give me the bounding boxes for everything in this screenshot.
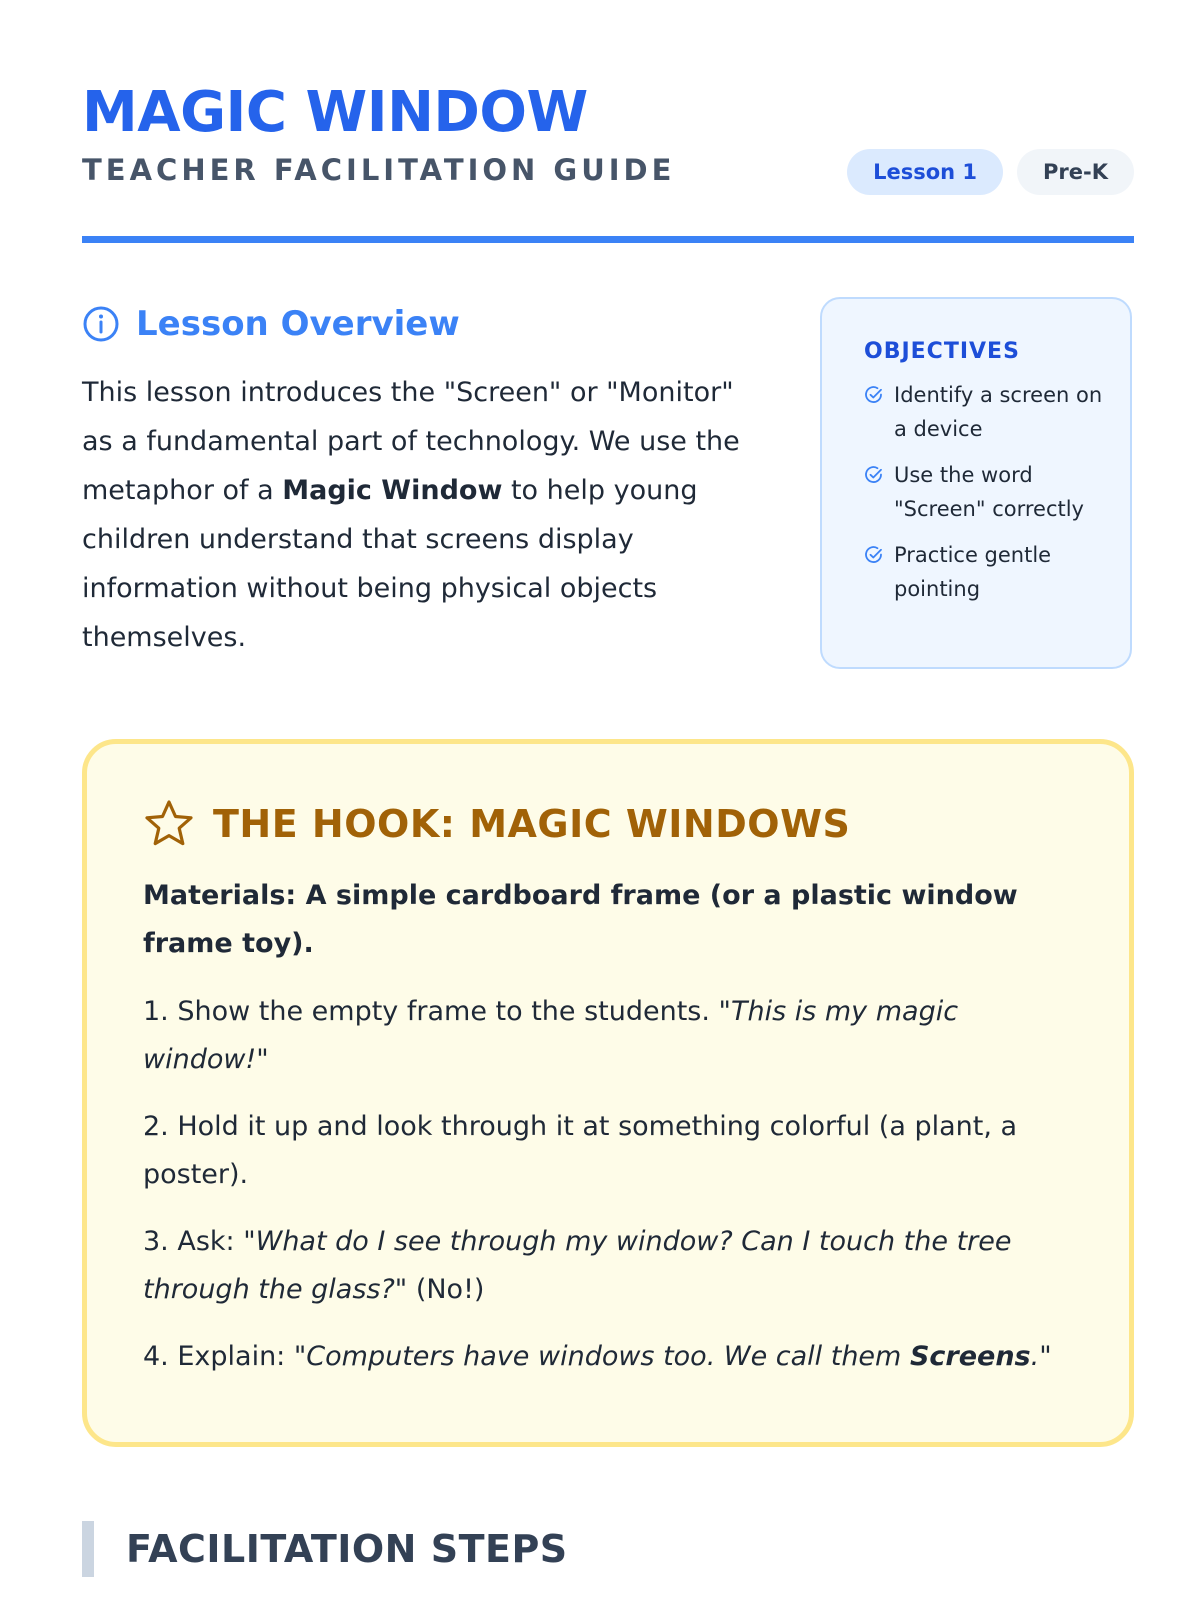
step-text: 4. Explain: [143,1341,294,1372]
badge-group [847,149,1134,195]
hook-step [143,1333,1073,1381]
check-circle-icon [864,545,884,565]
step-text: 3. Ask: [143,1226,244,1257]
star-icon [143,798,195,850]
overview-text [82,368,752,662]
hook-title: THE HOOK: MAGIC WINDOWS [213,802,851,846]
check-circle-icon [864,465,884,485]
objective-text: Use the word "Screen" correctly [894,463,1084,521]
objectives-list [864,378,1104,606]
header-divider [82,236,1134,243]
guide-page [82,0,1134,1571]
header [82,0,1134,244]
hook-steps [143,988,1073,1381]
hook-heading [143,794,1073,854]
step-text: 2. Hold it up and look through it at something colorful (a plant, a poster). [143,1111,1018,1190]
objective-item [864,538,1104,606]
info-icon [82,305,120,343]
lesson-badge: Lesson 1 [847,149,1003,195]
overview-text-start: This lesson introduces the "Screen" or "Monitor" as a fundamental part of technology. We use the metaphor of a [82,377,740,506]
step-quote-start: "Computers have windows too. We call them [293,1341,910,1372]
step-suffix: (No!) [407,1274,485,1305]
hook-step [143,1218,1073,1314]
step-quote: "This is my magic window!" [143,996,959,1075]
objective-text: Identify a screen on a device [894,383,1103,441]
objectives-title: OBJECTIVES [864,339,1020,364]
page-title: MAGIC WINDOW [82,80,588,145]
lesson-overview-section [82,296,752,662]
hook-step [143,988,1073,1084]
overview-title: Lesson Overview [136,304,460,344]
overview-text-end: to help young children understand that screens display information without being physical objects themselves. [82,475,698,653]
objective-item [864,378,1104,446]
facilitation-title: FACILITATION STEPS [126,1527,568,1571]
hook-step [143,1103,1073,1199]
heading-accent-bar [82,1521,94,1577]
facilitation-steps-heading [82,1521,568,1577]
materials-text: Materials: A simple cardboard frame (or a plastic window frame toy). [143,880,1018,959]
objectives-box [820,297,1132,669]
hook-box [82,739,1134,1447]
step-quote-bold: Screens [909,1341,1031,1372]
overview-heading [82,296,752,352]
step-quote: "What do I see through my window? Can I touch the tree through the glass?" [143,1226,1012,1305]
objective-item [864,458,1104,526]
page-subtitle: TEACHER FACILITATION GUIDE [82,153,676,187]
overview-text-bold: Magic Window [282,475,503,506]
objective-text: Practice gentle pointing [894,543,1052,601]
check-circle-icon [864,385,884,405]
step-quote-end: ." [1030,1341,1052,1372]
step-text: 1. Show the empty frame to the students. [143,996,719,1027]
grade-badge: Pre-K [1017,149,1134,195]
step-quote [294,1341,1052,1372]
